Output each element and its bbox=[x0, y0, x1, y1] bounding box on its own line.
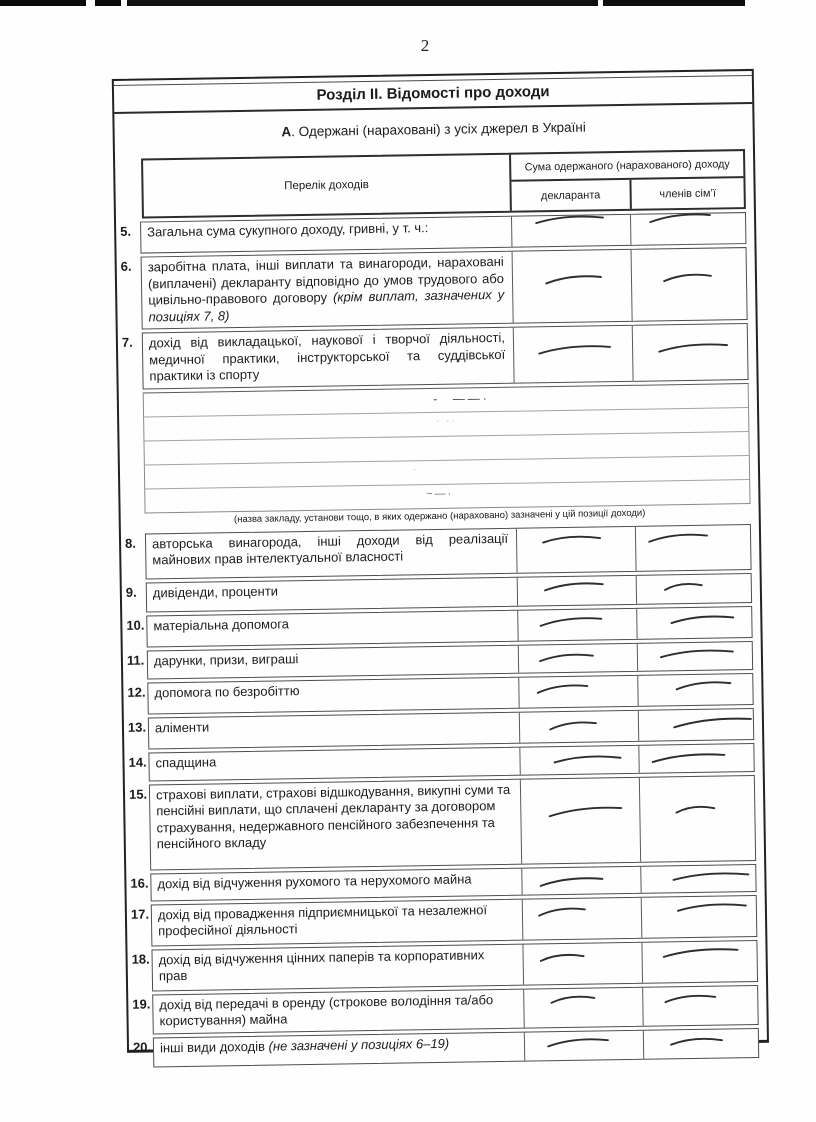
row-label: аліменти bbox=[154, 719, 210, 735]
row-label: дохід від передачі в оренду (строкове володіння та/або користування) майна bbox=[159, 991, 494, 1029]
family-amount-cell bbox=[637, 674, 752, 706]
handwritten-dash-icon bbox=[659, 645, 735, 660]
family-amount-cell bbox=[641, 895, 757, 937]
handwritten-mark: · bbox=[413, 463, 419, 475]
row-box bbox=[151, 894, 758, 946]
row-label: дохід від відчуження рухомого та нерухомого майна bbox=[157, 870, 472, 891]
handwritten-dash-icon bbox=[671, 868, 750, 883]
column-header-sum: Сума одержаного (нарахованого) доходу bbox=[511, 151, 743, 182]
table-header bbox=[141, 149, 746, 218]
row-number: 10. bbox=[126, 617, 145, 633]
income-rows-bottom bbox=[121, 523, 767, 1067]
institution-blank-section bbox=[143, 383, 751, 514]
row-number: 17. bbox=[130, 906, 150, 922]
family-amount-cell bbox=[642, 985, 758, 1025]
row-label: дивіденди, проценти bbox=[152, 582, 279, 600]
handwritten-dash-icon bbox=[538, 950, 585, 964]
row-number: 8. bbox=[124, 535, 137, 551]
handwritten-dash-icon bbox=[547, 801, 624, 819]
income-row-18 bbox=[127, 939, 758, 991]
row-label: спадщина bbox=[155, 753, 217, 770]
family-amount-cell bbox=[638, 709, 753, 741]
declarant-amount-cell bbox=[523, 987, 643, 1027]
subsection-text: . Одержані (нараховані) з усіх джерел в Україні bbox=[291, 119, 586, 140]
family-amount-cell bbox=[636, 574, 751, 604]
row-label: дарунки, призи, виграші bbox=[153, 650, 299, 668]
family-amount-cell bbox=[643, 1028, 758, 1058]
row-box bbox=[151, 939, 758, 991]
handwritten-dash-icon bbox=[669, 1034, 724, 1048]
declarant-amount-cell bbox=[522, 897, 642, 939]
handwritten-dash-icon bbox=[537, 903, 588, 919]
row-number: 12. bbox=[127, 684, 146, 700]
row-box bbox=[146, 606, 752, 648]
row-label: інші види доходів (не зазначені у позиціях 6–19) bbox=[159, 1035, 450, 1055]
handwritten-dash-icon bbox=[549, 991, 596, 1005]
handwritten-dash-icon bbox=[534, 211, 605, 226]
row-box bbox=[153, 1027, 759, 1067]
handwritten-dash-icon bbox=[544, 271, 604, 287]
declarant-amount-cell bbox=[519, 745, 638, 774]
handwritten-dash-icon bbox=[657, 339, 730, 355]
row-number: 13. bbox=[127, 719, 147, 735]
handwritten-mark: · ·· bbox=[435, 415, 457, 427]
handwritten-dash-icon bbox=[537, 341, 613, 357]
row-number: 20. bbox=[132, 1039, 152, 1055]
income-rows-top bbox=[116, 212, 757, 390]
row-number: 11. bbox=[126, 652, 145, 668]
handwritten-dash-icon bbox=[676, 899, 748, 913]
row-number: 16. bbox=[130, 875, 149, 891]
column-header-income-list: Перелік доходів bbox=[143, 155, 512, 217]
family-amount-cell bbox=[641, 940, 757, 982]
subsection-title bbox=[115, 117, 753, 142]
income-row-20 bbox=[129, 1027, 759, 1067]
row-box bbox=[152, 984, 759, 1034]
handwritten-dash-icon bbox=[661, 943, 740, 959]
handwritten-dash-icon bbox=[647, 529, 710, 544]
handwritten-dash-icon bbox=[538, 649, 596, 664]
institution-caption: (назва закладу, установи тощо, в яких одержано (нараховано) зазначені у цій позиції доходи) bbox=[233, 507, 646, 525]
column-header-declarant: декларанта bbox=[511, 180, 631, 211]
row-label: матеріальна допомога bbox=[153, 615, 290, 633]
handwritten-mark: - ——· bbox=[433, 390, 490, 406]
declarant-amount-cell bbox=[519, 710, 638, 742]
row-label: Загальна сума сукупного доходу, гривні, у т. ч.: bbox=[147, 220, 429, 240]
handwritten-dash-icon bbox=[674, 677, 733, 693]
declaration-form bbox=[112, 69, 769, 1053]
row-number: 6. bbox=[120, 258, 132, 274]
family-amount-cell bbox=[640, 864, 755, 892]
subsection-letter: А bbox=[281, 124, 292, 140]
row-number: 7. bbox=[121, 334, 133, 350]
handwritten-dash-icon bbox=[538, 612, 604, 628]
row-box bbox=[148, 707, 754, 749]
row-label: допомога по безробіттю bbox=[154, 682, 300, 700]
row-box bbox=[149, 774, 756, 870]
handwritten-dash-icon bbox=[548, 717, 599, 732]
row-box bbox=[140, 212, 746, 254]
declarant-amount-cell bbox=[517, 608, 636, 640]
row-box bbox=[145, 524, 752, 580]
handwritten-dash-icon bbox=[663, 579, 705, 593]
declarant-amount-cell bbox=[521, 866, 640, 894]
declarant-amount-cell bbox=[522, 942, 642, 984]
column-header-sum-group bbox=[511, 151, 744, 211]
row-label: авторська винагорода, інші доходи від реалізації майнових прав інтелектуальної власності bbox=[151, 530, 509, 568]
family-amount-cell bbox=[631, 248, 747, 321]
column-header-family: членів сім’ї bbox=[659, 187, 717, 200]
family-amount-cell bbox=[632, 324, 748, 380]
handwritten-dash-icon bbox=[535, 679, 590, 695]
declarant-amount-cell bbox=[524, 1030, 643, 1060]
declarant-amount-cell bbox=[513, 326, 633, 382]
section-title: Розділ II. Відомості про доходи bbox=[114, 75, 752, 114]
family-amount-cell bbox=[636, 607, 751, 639]
income-row-8 bbox=[121, 524, 752, 580]
family-amount-cell bbox=[638, 744, 753, 773]
handwritten-dash-icon bbox=[552, 751, 622, 765]
handwritten-dash-icon bbox=[674, 802, 716, 816]
family-amount-cell bbox=[635, 525, 751, 571]
income-row-19 bbox=[128, 984, 759, 1034]
handwritten-dash-icon bbox=[672, 712, 754, 730]
handwritten-dash-icon bbox=[543, 578, 606, 593]
handwritten-dash-icon bbox=[538, 872, 605, 888]
row-box bbox=[147, 672, 753, 714]
row-label: страхові виплати, страхові відшкодування, викупні суми та пенсійні виплати, що сплачені декларанту за договором страхування, недержавного пенсійного забезпечення та пенсійного вкладу bbox=[155, 781, 511, 852]
handwritten-dash-icon bbox=[648, 209, 713, 225]
declarant-amount-cell bbox=[517, 575, 636, 605]
row-number: 18. bbox=[131, 951, 150, 967]
row-label: дохід від викладацької, наукової і творчої діяльності, медичної практики, інструкторської та суддівської практики із спорту bbox=[148, 329, 506, 384]
family-amount-cell bbox=[639, 775, 755, 861]
declarant-amount-cell bbox=[520, 777, 640, 863]
handwritten-dash-icon bbox=[541, 532, 602, 546]
row-number: 19. bbox=[132, 996, 151, 1012]
row-box bbox=[141, 247, 748, 330]
row-number: 15. bbox=[128, 786, 148, 802]
handwritten-mark: ~—· bbox=[426, 487, 454, 500]
declarant-amount-cell bbox=[518, 675, 637, 707]
handwritten-dash-icon bbox=[663, 990, 717, 1004]
family-amount-cell bbox=[637, 642, 752, 671]
declarant-amount-cell bbox=[511, 215, 630, 247]
income-row-7 bbox=[118, 323, 749, 389]
row-label: заробітна плата, інші виплати та винагороди, нараховані (виплачені) декларанту відповідно до умов трудового або цивільно-правового договору (крім виплат, зазначених у позиціях 7, 8) bbox=[147, 253, 505, 324]
handwritten-dash-icon bbox=[669, 611, 735, 626]
handwritten-dash-icon bbox=[546, 1034, 611, 1049]
declarant-amount-cell bbox=[512, 250, 632, 323]
page-number: 2 bbox=[420, 36, 430, 55]
declarant-amount-cell bbox=[516, 526, 636, 572]
row-number: 14. bbox=[128, 754, 147, 770]
row-label: дохід від відчуження цінних паперів та корпоративних прав bbox=[158, 946, 485, 984]
row-number: 9. bbox=[125, 584, 137, 600]
declarant-amount-cell bbox=[518, 643, 637, 672]
row-box bbox=[142, 323, 749, 389]
income-row-6 bbox=[117, 247, 748, 330]
row-label: дохід від провадження підприємницької та незалежної професійної діяльності bbox=[157, 901, 488, 939]
row-number: 5. bbox=[120, 223, 132, 239]
handwritten-dash-icon bbox=[650, 748, 727, 764]
family-amount-cell bbox=[630, 213, 745, 245]
income-row-15 bbox=[125, 774, 756, 870]
income-row-17 bbox=[127, 894, 758, 946]
handwritten-dash-icon bbox=[662, 270, 714, 285]
